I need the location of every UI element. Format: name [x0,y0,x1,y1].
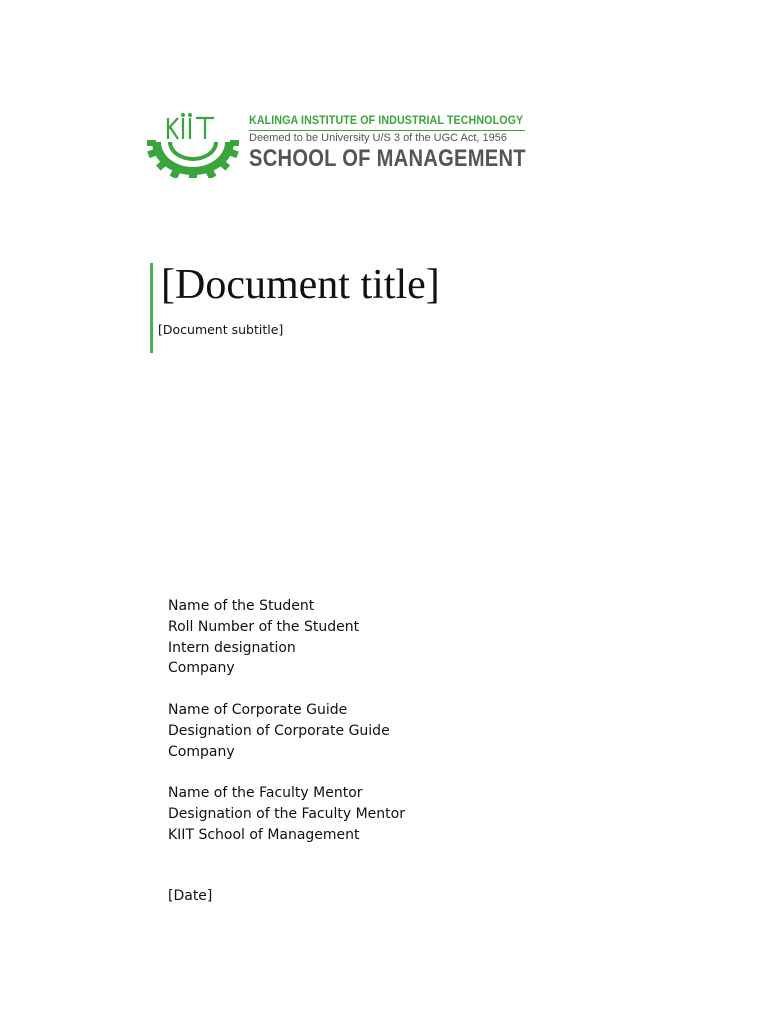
student-company: Company [168,660,235,677]
document-title[interactable]: [Document title] [161,262,440,308]
document-date[interactable]: [Date] [168,888,213,904]
spacer [168,762,588,783]
corporate-guide-name: Name of Corporate Guide [168,701,348,718]
faculty-mentor-designation: Designation of the Faculty Mentor [168,805,405,822]
kiit-gear-emblem-icon [146,112,240,178]
intern-designation: Intern designation [168,639,296,656]
faculty-mentor-institution: KIIT School of Management [168,826,360,843]
report-details [168,596,588,846]
title-accent-bar [150,263,153,353]
institution-text [249,114,531,172]
corporate-guide-designation: Designation of Corporate Guide [168,722,390,739]
student-roll-number: Roll Number of the Student [168,618,360,635]
corporate-guide-company: Company [168,743,235,760]
institute-name: KALINGA INSTITUTE OF INDUSTRIAL TECHNOLOGY [249,115,524,127]
institution-logo [146,110,536,180]
spacer [168,679,588,700]
faculty-mentor-name: Name of the Faculty Mentor [168,785,363,802]
document-subtitle[interactable]: [Document subtitle] [158,322,284,337]
deemed-status: Deemed to be University U/S 3 of the UGC Act, 1956 [249,132,508,144]
school-name: SCHOOL OF MANAGEMENT [249,145,526,172]
student-name: Name of the Student [168,598,315,614]
